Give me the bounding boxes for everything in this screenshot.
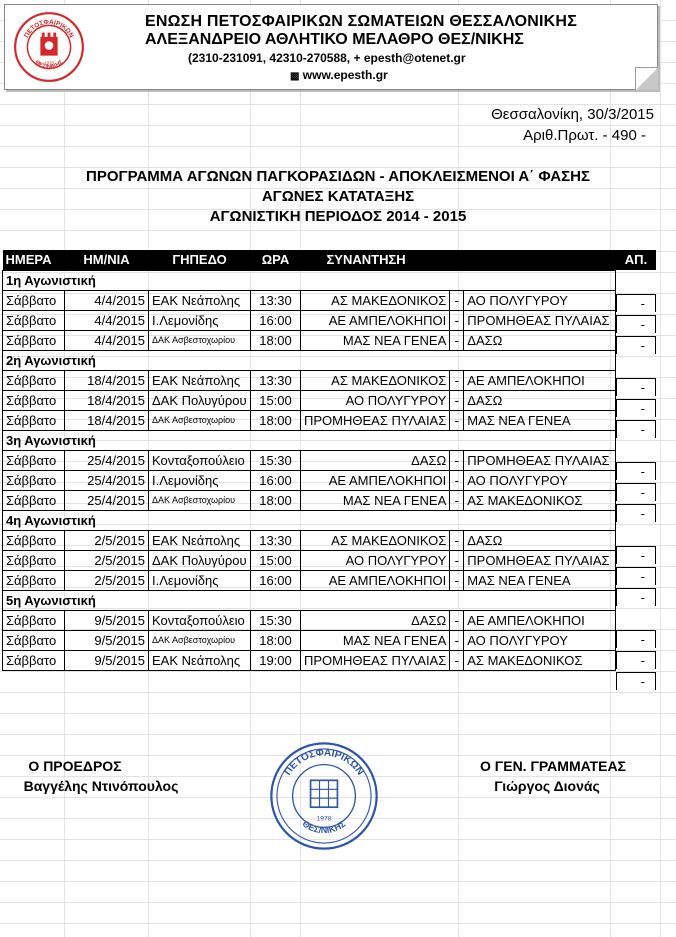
match-venue: ΔΑΚ Ασβεστοχωρίου [149, 490, 251, 510]
title-line3: ΑΓΩΝΙΣΤΙΚΗ ΠΕΡΙΟΔΟΣ 2014 - 2015 [209, 208, 467, 225]
match-day: Σάββατο [3, 490, 65, 510]
home-team: ΜΑΣ ΝΕΑ ΓΕΝΕΑ [301, 630, 450, 650]
away-team: ΑΟ ΠΟΛΥΓΥΡΟΥ [464, 290, 616, 310]
home-team: ΑΣ ΜΑΚΕΔΟΝΙΚΟΣ [301, 290, 450, 310]
match-result: - [616, 336, 656, 354]
contact-info: (2310-231091, 42310-270588, + epesth@otenet.gr [188, 51, 466, 65]
round-row [3, 430, 616, 450]
match-venue: Κονταξοπούλειο [149, 450, 251, 470]
table-header-row [3, 250, 616, 270]
match-day: Σάββατο [3, 610, 65, 630]
match-separator: - [450, 650, 464, 670]
home-team: ΑΕ ΑΜΠΕΛΟΚΗΠΟΙ [301, 570, 450, 590]
round-row [3, 590, 616, 610]
match-row [3, 290, 616, 310]
match-time: 16:00 [251, 570, 301, 590]
title-line2: ΑΓΩΝΕΣ ΚΑΤΑΤΑΞΗΣ [261, 188, 415, 205]
match-row [3, 330, 616, 350]
away-team: ΑΕ ΑΜΠΕΛΟΚΗΠΟΙ [464, 610, 616, 630]
stamp-text-bottom: ΘΕΣ/ΝΙΚΗΣ [300, 818, 348, 836]
match-separator: - [450, 290, 464, 310]
match-schedule-table [2, 250, 616, 671]
match-venue: Ι.Λεμονίδης [149, 310, 251, 330]
match-row [3, 470, 616, 490]
match-day: Σάββατο [3, 630, 65, 650]
stamp-text-top: ΠΕΤΟΣΦΑΙΡΙΚΩΝ [282, 747, 366, 778]
president-name: Βαγγέλης Ντινόπουλος [23, 778, 179, 794]
match-separator: - [450, 490, 464, 510]
match-separator: - [450, 630, 464, 650]
president-title: Ο ΠΡΟΕΔΡΟΣ [28, 758, 122, 774]
match-result: - [616, 546, 656, 564]
match-date: 18/4/2015 [65, 390, 149, 410]
secretary-name: Γιώργος Διονάς [494, 778, 600, 794]
page-curl-decoration [635, 67, 658, 90]
match-day: Σάββατο [3, 390, 65, 410]
match-time: 15:00 [251, 390, 301, 410]
home-team: ΑΣ ΜΑΚΕΔΟΝΙΚΟΣ [301, 530, 450, 550]
match-time: 18:00 [251, 410, 301, 430]
home-team: ΑΟ ΠΟΛΥΓΥΡΟΥ [301, 390, 450, 410]
match-time: 15:30 [251, 450, 301, 470]
match-day: Σάββατο [3, 570, 65, 590]
letterhead-banner [4, 4, 658, 90]
away-team: ΑΕ ΑΜΠΕΛΟΚΗΠΟΙ [464, 370, 616, 390]
home-team: ΑΣ ΜΑΚΕΔΟΝΙΚΟΣ [301, 370, 450, 390]
round-label: 5η Αγωνιστική [3, 590, 616, 610]
match-separator: - [450, 390, 464, 410]
match-row [3, 570, 616, 590]
org-name-line1: ΕΝΩΣΗ ΠΕΤΟΣΦΑΙΡΙΚΩΝ ΣΩΜΑΤΕΙΩΝ ΘΕΣΣΑΛΟΝΙΚΗΣ [145, 13, 577, 30]
secretary-title: Ο ΓΕΝ. ΓΡΑΜΜΑΤΕΑΣ [480, 758, 626, 774]
away-team: ΔΑΣΩ [464, 330, 616, 350]
logo-text-top: ΠΕΤΟΣΦΑΙΡΙΚΩΝ [23, 18, 75, 40]
match-day: Σάββατο [3, 310, 65, 330]
match-result: - [616, 588, 656, 606]
title-line1: ΠΡΟΓΡΑΜΜΑ ΑΓΩΝΩΝ ΠΑΓΚΟΡΑΣΙΔΩΝ - ΑΠΟΚΛΕΙΣΜΕΝΟΙ Α΄ ΦΑΣΗΣ [86, 168, 590, 185]
away-team: ΑΣ ΜΑΚΕΔΟΝΙΚΟΣ [464, 490, 616, 510]
match-day: Σάββατο [3, 650, 65, 670]
match-row [3, 390, 616, 410]
away-team: ΑΣ ΜΑΚΕΔΟΝΙΚΟΣ [464, 650, 616, 670]
match-date: 4/4/2015 [65, 330, 149, 350]
match-date: 2/5/2015 [65, 570, 149, 590]
col-header-venue: ΓΗΠΕΔΟ [149, 250, 251, 270]
match-result: - [616, 672, 656, 690]
match-time: 13:30 [251, 370, 301, 390]
round-row [3, 350, 616, 370]
home-team: ΔΑΣΩ [301, 610, 450, 630]
match-result: - [616, 567, 656, 585]
match-day: Σάββατο [3, 450, 65, 470]
home-team: ΜΑΣ ΝΕΑ ΓΕΝΕΑ [301, 490, 450, 510]
match-result: - [616, 315, 656, 333]
match-venue: ΔΑΚ Πολυγύρου [149, 390, 251, 410]
match-separator: - [450, 550, 464, 570]
match-time: 15:30 [251, 610, 301, 630]
away-team: ΔΑΣΩ [464, 530, 616, 550]
match-time: 16:00 [251, 310, 301, 330]
match-row [3, 530, 616, 550]
match-date: 25/4/2015 [65, 470, 149, 490]
home-team: ΜΑΣ ΝΕΑ ΓΕΝΕΑ [301, 330, 450, 350]
match-separator: - [450, 310, 464, 330]
match-result: - [616, 378, 656, 396]
match-date: 4/4/2015 [65, 290, 149, 310]
round-label: 3η Αγωνιστική [3, 430, 616, 450]
match-separator: - [450, 410, 464, 430]
col-header-time: ΩΡΑ [251, 250, 301, 270]
col-header-match: ΣΥΝΑΝΤΗΣΗ [301, 250, 616, 270]
match-result: - [616, 504, 656, 522]
match-row [3, 370, 616, 390]
home-team: ΑΕ ΑΜΠΕΛΟΚΗΠΟΙ [301, 310, 450, 330]
match-day: Σάββατο [3, 550, 65, 570]
match-date: 25/4/2015 [65, 450, 149, 470]
round-label: 2η Αγωνιστική [3, 350, 616, 370]
match-result: - [616, 483, 656, 501]
home-team: ΑΟ ΠΟΛΥΓΥΡΟΥ [301, 550, 450, 570]
match-result: - [616, 630, 656, 648]
match-venue: Ι.Λεμονίδης [149, 470, 251, 490]
match-date: 9/5/2015 [65, 630, 149, 650]
home-team: ΠΡΟΜΗΘΕΑΣ ΠΥΛΑΙΑΣ [301, 410, 450, 430]
home-team: ΑΕ ΑΜΠΕΛΟΚΗΠΟΙ [301, 470, 450, 490]
match-separator: - [450, 530, 464, 550]
round-label: 4η Αγωνιστική [3, 510, 616, 530]
match-venue: Κονταξοπούλειο [149, 610, 251, 630]
away-team: ΠΡΟΜΗΘΕΑΣ ΠΥΛΑΙΑΣ [464, 450, 616, 470]
match-day: Σάββατο [3, 470, 65, 490]
match-row [3, 310, 616, 330]
away-team: ΑΟ ΠΟΛΥΓΥΡΟΥ [464, 470, 616, 490]
match-time: 19:00 [251, 650, 301, 670]
org-name-line2: ΑΛΕΞΑΝΔΡΕΙΟ ΑΘΛΗΤΙΚΟ ΜΕΛΑΘΡΟ ΘΕΣ/ΝΙΚΗΣ [145, 31, 524, 48]
match-date: 9/5/2015 [65, 610, 149, 630]
federation-logo [13, 11, 85, 83]
match-day: Σάββατο [3, 290, 65, 310]
stamp-year: 1978 [316, 815, 332, 823]
match-row [3, 490, 616, 510]
match-date: 2/5/2015 [65, 530, 149, 550]
match-venue: ΕΑΚ Νεάπολης [149, 650, 251, 670]
match-day: Σάββατο [3, 530, 65, 550]
match-row [3, 550, 616, 570]
home-team: ΠΡΟΜΗΘΕΑΣ ΠΥΛΑΙΑΣ [301, 650, 450, 670]
match-separator: - [450, 450, 464, 470]
match-row [3, 630, 616, 650]
protocol-number: Αριθ.Πρωτ. - 490 - [523, 127, 646, 144]
match-venue: ΔΑΚ Ασβεστοχωρίου [149, 630, 251, 650]
away-team: ΠΡΟΜΗΘΕΑΣ ΠΥΛΑΙΑΣ [464, 550, 616, 570]
round-row [3, 270, 616, 290]
match-result: - [616, 294, 656, 312]
col-header-day: ΗΜΕΡΑ [3, 250, 65, 270]
match-date: 9/5/2015 [65, 650, 149, 670]
match-time: 13:30 [251, 530, 301, 550]
match-date: 4/4/2015 [65, 310, 149, 330]
website-link[interactable]: www.epesth.gr [302, 68, 388, 82]
away-team: ΜΑΣ ΝΕΑ ΓΕΝΕΑ [464, 410, 616, 430]
logo-year: 1978 [44, 60, 54, 66]
away-team: ΠΡΟΜΗΘΕΑΣ ΠΥΛΑΙΑΣ [464, 310, 616, 330]
match-day: Σάββατο [3, 370, 65, 390]
web-icon: ▩ [290, 71, 300, 82]
match-time: 18:00 [251, 330, 301, 350]
match-venue: Ι.Λεμονίδης [149, 570, 251, 590]
match-venue: ΕΑΚ Νεάπολης [149, 290, 251, 310]
grid-line [660, 0, 661, 937]
website-line [290, 68, 388, 82]
match-row [3, 650, 616, 670]
col-header-date: ΗΜ/ΝΙΑ [65, 250, 149, 270]
match-row [3, 410, 616, 430]
official-stamp [268, 740, 380, 852]
round-row [3, 510, 616, 530]
date-line: Θεσσαλονίκη, 30/3/2015 [491, 106, 654, 123]
match-row [3, 610, 616, 630]
match-day: Σάββατο [3, 330, 65, 350]
match-day: Σάββατο [3, 410, 65, 430]
match-separator: - [450, 330, 464, 350]
match-separator: - [450, 470, 464, 490]
match-result: - [616, 420, 656, 438]
away-team: ΑΟ ΠΟΛΥΓΥΡΟΥ [464, 630, 616, 650]
away-team: ΔΑΣΩ [464, 390, 616, 410]
match-time: 15:00 [251, 550, 301, 570]
match-time: 16:00 [251, 470, 301, 490]
match-result: - [616, 651, 656, 669]
match-venue: ΔΑΚ Ασβεστοχωρίου [149, 330, 251, 350]
home-team: ΔΑΣΩ [301, 450, 450, 470]
match-date: 18/4/2015 [65, 410, 149, 430]
match-row [3, 450, 616, 470]
match-date: 18/4/2015 [65, 370, 149, 390]
match-time: 18:00 [251, 630, 301, 650]
round-label: 1η Αγωνιστική [3, 270, 616, 290]
match-result: - [616, 462, 656, 480]
match-venue: ΕΑΚ Νεάπολης [149, 370, 251, 390]
match-date: 25/4/2015 [65, 490, 149, 510]
match-result: - [616, 399, 656, 417]
match-separator: - [450, 570, 464, 590]
logo-text-bottom: ΘΕΣ/ΝΙΚΗΣ [33, 59, 65, 71]
match-date: 2/5/2015 [65, 550, 149, 570]
match-separator: - [450, 370, 464, 390]
match-separator: - [450, 610, 464, 630]
match-venue: ΕΑΚ Νεάπολης [149, 530, 251, 550]
match-venue: ΔΑΚ Ασβεστοχωρίου [149, 410, 251, 430]
away-team: ΜΑΣ ΝΕΑ ΓΕΝΕΑ [464, 570, 616, 590]
match-venue: ΔΑΚ Πολυγύρου [149, 550, 251, 570]
col-header-result: ΑΠ. [616, 250, 656, 270]
match-time: 13:30 [251, 290, 301, 310]
match-time: 18:00 [251, 490, 301, 510]
